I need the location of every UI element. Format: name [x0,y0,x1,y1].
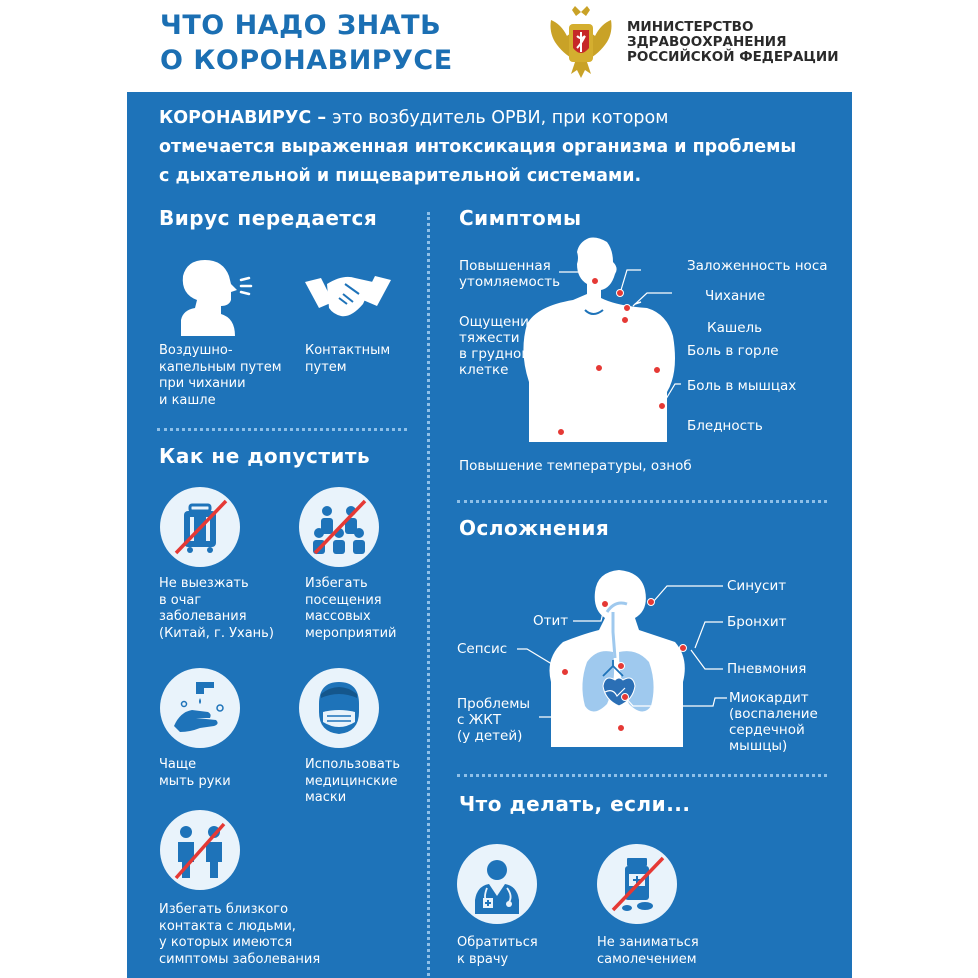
intro-term: КОРОНАВИРУС [159,108,312,128]
symptom-sneeze: Чихание [705,288,766,304]
complication-pneumonia: Пневмония [727,661,807,677]
right-divider-2 [457,774,827,777]
ministry-logo [545,2,855,84]
transmission-title: Вирус передается [159,206,378,230]
complication-gi: Проблемы с ЖКТ (у детей) [457,696,531,744]
doctor-caption: Обратиться к врачу [457,935,538,967]
symptom-cough: Кашель [707,320,763,336]
intro-rest: это возбудитель ОРВИ, при котором [332,108,669,128]
ministry-line-2: ЗДРАВООХРАНЕНИЯ [627,34,787,50]
title-line-1: ЧТО НАДО ЗНАТЬ [160,10,442,41]
symptom-throat: Боль в горле [687,343,779,359]
title-line-2: О КОРОНАВИРУСЕ [160,45,453,76]
intro-line-2: отмечается выраженная интоксикация организма и проблемы [159,137,797,157]
intro-line-3: с дыхательной и пищеварительной системами. [159,166,642,186]
ministry-line-3: РОССИЙСКОЙ ФЕДЕРАЦИИ [627,49,839,65]
airborne-caption: Воздушно- капельным путем при чихании и кашле [159,343,282,408]
doctor-icon [457,844,537,924]
hand-washing-caption: Чаще мыть руки [159,757,231,789]
symptom-chest: Ощущение тяжести в грудной клетке [459,314,538,378]
complication-myocarditis: Миокардит (воспаление сердечной мышцы) [729,690,818,754]
poster-title [160,8,453,78]
avoid-contact-icon [160,810,240,890]
no-crowds-caption: Избегать посещения массовых мероприятий [305,576,397,641]
complication-otitis: Отит [533,613,569,629]
eagle-emblem-icon [545,2,617,82]
avoid-contact-caption: Избегать близкого контакта с людьми, у которых имеются симптомы заболевания [159,902,321,967]
info-panel [127,92,852,978]
intro-dash: – [311,108,333,128]
avoid-contact-circle [160,810,240,890]
what-to-do-title: Что делать, если... [459,792,691,816]
prevention-title: Как не допустить [159,444,371,468]
complication-bronchitis: Бронхит [727,614,787,630]
complication-sepsis: Сепсис [457,641,508,657]
ministry-name [627,20,839,65]
symptom-fever: Повышение температуры, озноб [459,458,692,474]
no-self-treatment-caption: Не заниматься самолечением [597,935,699,967]
symptom-nose: Заложенность носа [687,258,828,274]
ministry-line-1: МИНИСТЕРСТВО [627,19,754,35]
face-mask-caption: Использовать медицинские маски [305,757,401,805]
contact-caption: Контактным путем [305,343,391,375]
doctor-circle [457,844,537,924]
complications-title: Осложнения [459,516,610,540]
symptom-fatigue: Повышенная утомляемость [459,258,561,290]
symptom-muscles: Боль в мышцах [687,378,797,394]
no-self-treatment-icon [597,844,677,924]
symptoms-title: Симптомы [459,206,582,230]
no-self-treatment-circle [597,844,677,924]
complication-sinusitis: Синусит [727,578,787,594]
symptom-pallor: Бледность [687,418,763,434]
no-travel-caption: Не выезжать в очаг заболевания (Китай, г. Ухань) [159,576,274,641]
